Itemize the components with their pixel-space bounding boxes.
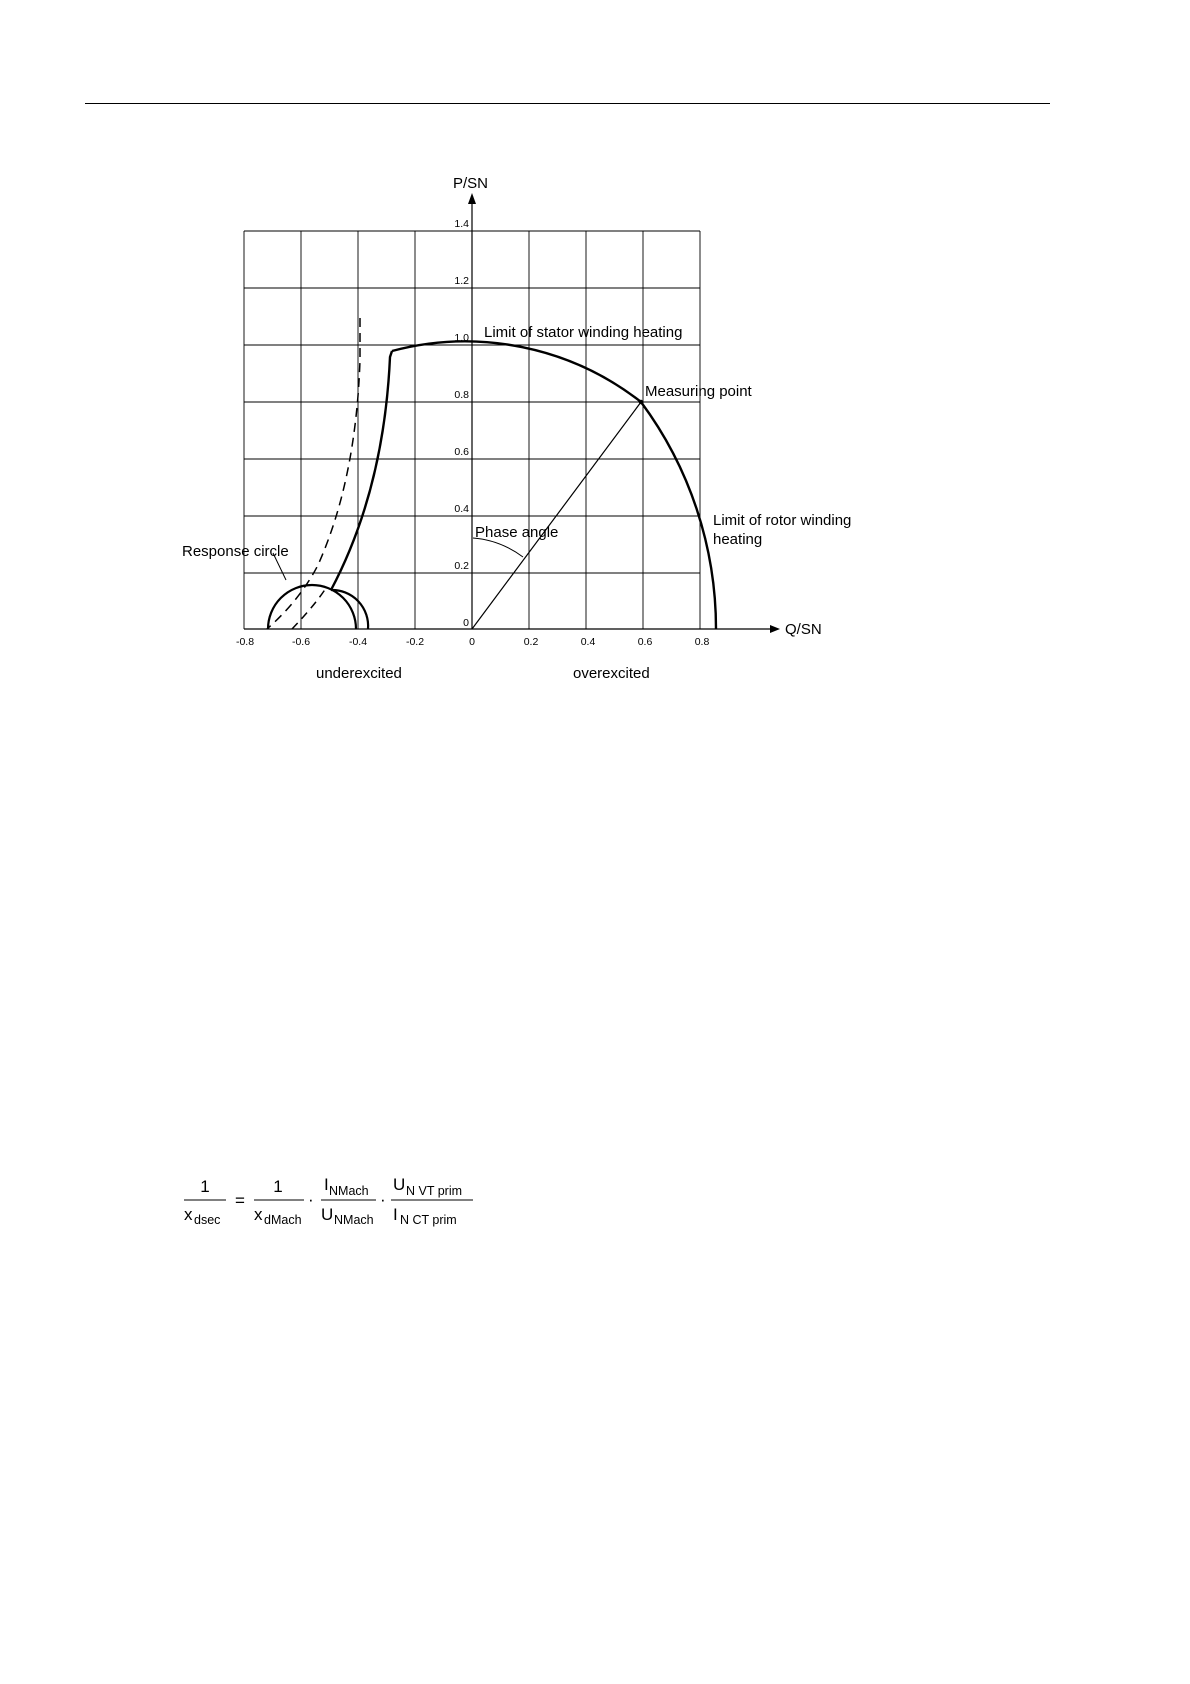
dot-2: · xyxy=(380,1190,386,1209)
lhs-numerator: 1 xyxy=(200,1177,210,1196)
y-tick-labels xyxy=(454,218,469,629)
x-axis-label: Q/SN xyxy=(785,621,822,638)
x-tick-label: -0.4 xyxy=(348,636,368,648)
term2-numerator-sub: NMach xyxy=(329,1184,369,1198)
rotor-limit-label-2: heating xyxy=(713,531,763,548)
y-axis-label: P/SN xyxy=(453,175,489,192)
measuring-point-label: Measuring point xyxy=(645,383,752,400)
term1-denominator: x xyxy=(254,1205,263,1224)
x-tick-label: 0.2 xyxy=(523,636,539,648)
response-circle-large xyxy=(331,590,368,629)
term3-denominator: I xyxy=(393,1205,398,1224)
term3-numerator: U xyxy=(393,1175,406,1194)
rotor-limit-label-1: Limit of rotor winding xyxy=(713,512,852,529)
dot-1: · xyxy=(308,1190,314,1209)
equals-sign: = xyxy=(235,1191,245,1210)
term1-numerator: 1 xyxy=(273,1177,283,1196)
y-tick-label: 0.2 xyxy=(454,560,469,572)
underexcited-limit-curve xyxy=(331,351,392,590)
y-tick-label: 1.2 xyxy=(454,275,469,287)
measuring-point-marker xyxy=(639,400,643,404)
phase-angle-label: Phase angle xyxy=(475,524,559,541)
term3-numerator-sub: N VT prim xyxy=(406,1184,463,1198)
term2-numerator: I xyxy=(324,1175,329,1194)
stability-dashed-branch xyxy=(292,588,326,629)
response-circle-label: Response circle xyxy=(182,543,289,560)
x-tick-label: 0.8 xyxy=(694,636,710,648)
y-tick-label: 1.4 xyxy=(454,218,469,230)
reactance-formula xyxy=(180,1160,500,1250)
y-tick-label: 0.4 xyxy=(454,503,469,515)
x-tick-label: -0.6 xyxy=(291,636,311,648)
x-tick-labels xyxy=(236,636,709,648)
x-tick-label: 0.4 xyxy=(580,636,596,648)
y-tick-label: 1.0 xyxy=(454,332,469,344)
x-tick-label: 0 xyxy=(469,636,475,648)
lhs-denominator: x xyxy=(184,1205,193,1224)
term1-denominator-sub: dMach xyxy=(264,1213,302,1227)
rotor-limit-curve xyxy=(641,402,716,629)
stability-limit-curve xyxy=(267,318,360,629)
term3-denominator-sub: N CT prim xyxy=(400,1213,457,1227)
stator-limit-label: Limit of stator winding heating xyxy=(484,324,683,341)
y-tick-label: 0.6 xyxy=(454,446,469,458)
x-tick-label: -0.2 xyxy=(405,636,425,648)
lhs-denominator-sub: dsec xyxy=(194,1213,221,1227)
y-tick-label: 0.8 xyxy=(454,389,469,401)
term2-denominator-sub: NMach xyxy=(334,1213,374,1227)
response-circles xyxy=(268,585,368,629)
underexcited-label: underexcited xyxy=(316,665,402,682)
y-tick-label: 0 xyxy=(463,617,469,629)
x-tick-label: -0.8 xyxy=(235,636,255,648)
stator-limit-curve xyxy=(392,341,641,402)
phasor-line xyxy=(472,402,641,629)
x-tick-label: 0.6 xyxy=(637,636,653,648)
term2-denominator: U xyxy=(321,1205,334,1224)
overexcited-label: overexcited xyxy=(573,665,650,682)
